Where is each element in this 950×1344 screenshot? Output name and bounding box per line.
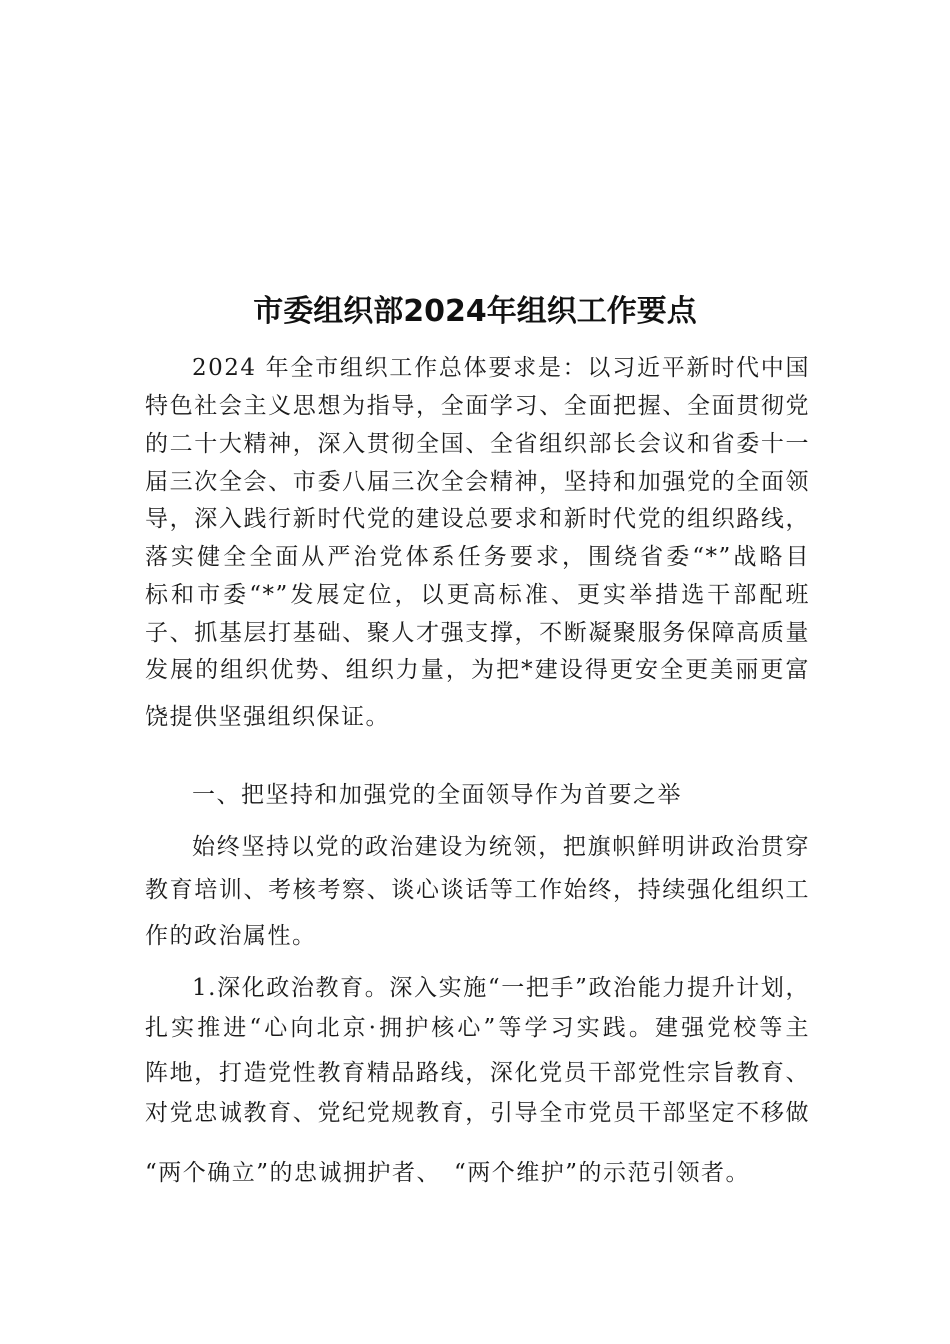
paragraph-1-line-6: 落实健全全面从严治党体系任务要求，围绕省委“*”战略目: [145, 544, 810, 570]
paragraph-1-line-1: 2024 年全市组织工作总体要求是：以习近平新时代中国: [192, 355, 810, 381]
paragraph-1-line-8: 子、抓基层打基础、聚人才强支撑，不断凝聚服务保障高质量: [145, 620, 810, 646]
document-title: 市委组织部2024年组织工作要点: [253, 294, 697, 329]
paragraph-3-line-1: 1.深化政治教育。深入实施“一把手”政治能力提升计划，: [192, 975, 810, 1001]
section-1-heading: 一、把坚持和加强党的全面领导作为首要之举: [192, 782, 682, 808]
paragraph-1-line-5: 导，深入践行新时代党的建设总要求和新时代党的组织路线，: [145, 506, 810, 532]
paragraph-1-line-10: 饶提供坚强组织保证。: [145, 704, 390, 730]
paragraph-3-line-2: 扎实推进“心向北京·拥护核心”等学习实践。建强党校等主: [145, 1015, 810, 1041]
paragraph-3-line-5: “两个确立”的忠诚拥护者、 “两个维护”的示范引领者。: [145, 1160, 751, 1186]
paragraph-1-line-9: 发展的组织优势、组织力量，为把*建设得更安全更美丽更富: [145, 657, 810, 683]
paragraph-2-line-3: 作的政治属性。: [145, 923, 317, 949]
paragraph-1-line-3: 的二十大精神，深入贯彻全国、全省组织部长会议和省委十一: [145, 431, 810, 457]
paragraph-1-line-4: 届三次全会、市委八届三次全会精神，坚持和加强党的全面领: [145, 469, 810, 495]
paragraph-2-line-1: 始终坚持以党的政治建设为统领，把旗帜鲜明讲政治贯穿: [192, 834, 810, 860]
paragraph-3-line-3: 阵地，打造党性教育精品路线，深化党员干部党性宗旨教育、: [145, 1060, 810, 1086]
paragraph-3-line-4: 对党忠诚教育、党纪党规教育，引导全市党员干部坚定不移做: [145, 1100, 810, 1126]
paragraph-1-line-7: 标和市委“*”发展定位，以更高标准、更实举措选干部配班: [145, 582, 810, 608]
paragraph-1-line-2: 特色社会主义思想为指导，全面学习、全面把握、全面贯彻党: [145, 393, 810, 419]
paragraph-2-line-2: 教育培训、考核考察、谈心谈话等工作始终，持续强化组织工: [145, 877, 810, 903]
